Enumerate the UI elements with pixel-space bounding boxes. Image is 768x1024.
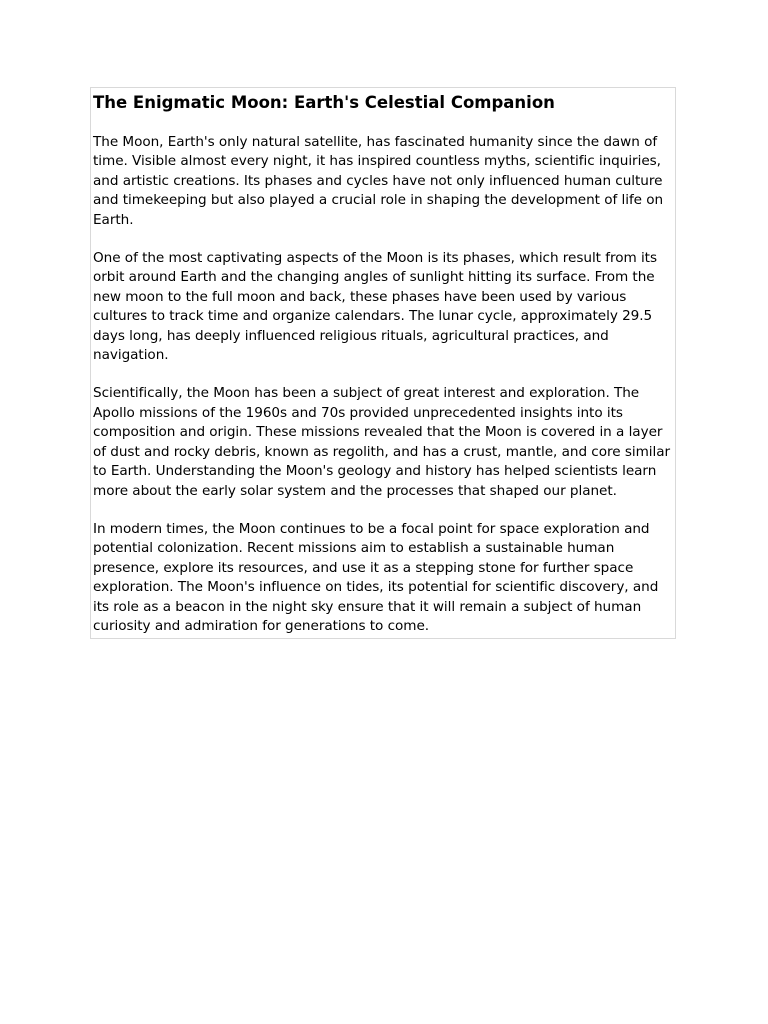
article-title: The Enigmatic Moon: Earth's Celestial Companion — [93, 93, 555, 112]
article-paragraph-2: One of the most captivating aspects of the Moon is its phases, which result from its orbit around Earth and the changing angles of sunlight hitting its surface. From the new moon to the full moon and back, these phases have been used by various cultures to track time and organize calendars. The lunar cycle, approximately 29.5 days long, has deeply influenced religious rituals, agricultural practices, and navigation. — [93, 250, 657, 364]
article-container — [90, 87, 676, 639]
article-paragraph-3: Scientifically, the Moon has been a subject of great interest and exploration. The Apollo missions of the 1960s and 70s provided unprecedented insights into its composition and origin. These missions revealed that the Moon is covered in a layer of dust and rocky debris, known as regolith, and has a crust, mantle, and core similar to Earth. Understanding the Moon's geology and history has helped scientists learn more about the early solar system and the processes that shaped our planet. — [93, 385, 671, 499]
article-paragraph-1: The Moon, Earth's only natural satellite, has fascinated humanity since the dawn of time. Visible almost every night, it has inspired countless myths, scientific inquiries, and artistic creations. Its phases and cycles have not only influenced human culture and timekeeping but also played a crucial role in shaping the development of life on Earth. — [93, 134, 664, 228]
article-paragraph-4: In modern times, the Moon continues to be a focal point for space exploration and potential colonization. Recent missions aim to establish a sustainable human presence, explore its resources, and use it as a stepping stone for further space exploration. The Moon's influence on tides, its potential for scientific discovery, and its role as a beacon in the night sky ensure that it will remain a subject of human curiosity and admiration for generations to come. — [93, 520, 659, 634]
